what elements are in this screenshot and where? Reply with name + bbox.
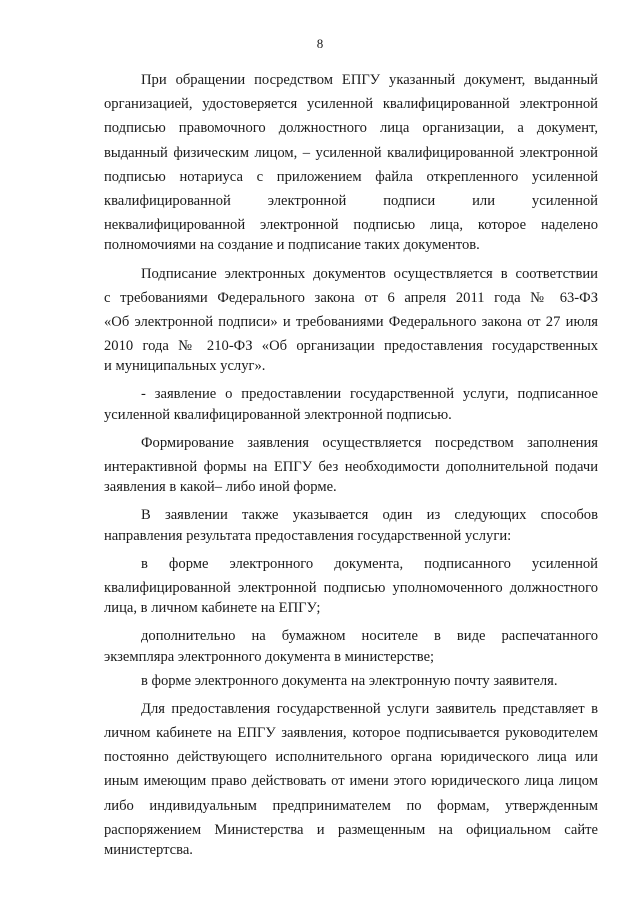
text-line: лица, в личном кабинете на ЕПГУ;: [104, 600, 321, 617]
text-line: иным имеющим право действовать от имени этого юридического лица лицом: [104, 773, 598, 790]
paragraph: [104, 68, 598, 262]
text-line: интерактивной формы на ЕПГУ без необходимости дополнительной подачи: [104, 459, 598, 475]
text-line: подписью нотариуса с приложением файла открепленного усиленной: [104, 168, 598, 185]
paragraph: [104, 697, 598, 866]
text-line: распоряжением Министерства и размещенным на официальном сайте: [104, 821, 598, 838]
text-line: квалифицированной электронной подписью уполномоченного должностного: [104, 579, 598, 596]
text-line: в форме электронного документа на электронную почту заявителя.: [141, 672, 558, 689]
text-line: подписью правомочного должностного лица организации, а документ,: [104, 120, 598, 137]
text-line: Для предоставления государственной услуги заявитель представляет в: [141, 700, 598, 717]
text-line: Подписание электронных документов осуществляется в соответствии: [141, 265, 598, 282]
text-line: министертсва.: [104, 842, 193, 858]
text-line: дополнительно на бумажном носителе в виде распечатанного: [141, 628, 598, 645]
text-line: заявления в какой– либо иной форме.: [104, 479, 337, 496]
text-line: направления результата предоставления государственной услуги:: [104, 527, 512, 544]
paragraph: [104, 382, 598, 430]
text-line: организацией, удостоверяется усиленной квалифицированной электронной: [104, 96, 598, 113]
text-line: усиленной квалифицированной электронной подписью.: [104, 406, 452, 423]
text-line: «Об электронной подписи» и требованиями Федерального закона от 27 июля: [104, 313, 598, 330]
text-line: в форме электронного документа, подписанного усиленной: [141, 555, 598, 572]
text-line: полномочиями на создание и подписание таких документов.: [104, 237, 480, 254]
text-line: и муниципальных услуг».: [104, 358, 266, 375]
paragraph: [104, 624, 598, 672]
text-line: экземпляра электронного документа в министерстве;: [104, 648, 435, 665]
text-line: личном кабинете на ЕПГУ заявления, которое подписывается руководителем: [104, 725, 598, 742]
text-line: неквалифицированной электронной подписью лица, которое наделено: [104, 217, 598, 234]
text-line: В заявлении также указывается один из следующих способов: [141, 507, 598, 524]
paragraph: [104, 552, 598, 625]
paragraph: [104, 503, 598, 551]
paragraph: [104, 262, 598, 383]
text-line: постоянно действующего исполнительного органа юридического лица или: [104, 749, 598, 766]
text-line: либо индивидуальным предпринимателем по формам, утвержденным: [104, 797, 598, 814]
document-body: [104, 68, 598, 866]
text-line: 2010 года № 210-ФЗ «Об организации предоставления государственных: [104, 338, 598, 355]
text-line: квалифицированной электронной подписи или усиленной: [104, 192, 598, 209]
paragraph: [104, 431, 598, 504]
paragraph: [104, 673, 598, 697]
text-line: Формирование заявления осуществляется посредством заполнения: [141, 434, 598, 451]
text-line: с требованиями Федерального закона от 6 апреля 2011 года № 63-ФЗ: [104, 289, 598, 306]
page-number: 8: [316, 36, 324, 51]
text-line: При обращении посредством ЕПГУ указанный документ, выданный: [141, 72, 598, 88]
text-line: - заявление о предоставлении государственной услуги, подписанное: [141, 386, 598, 403]
text-line: выданный физическим лицом, – усиленной квалифицированной электронной: [104, 144, 598, 161]
